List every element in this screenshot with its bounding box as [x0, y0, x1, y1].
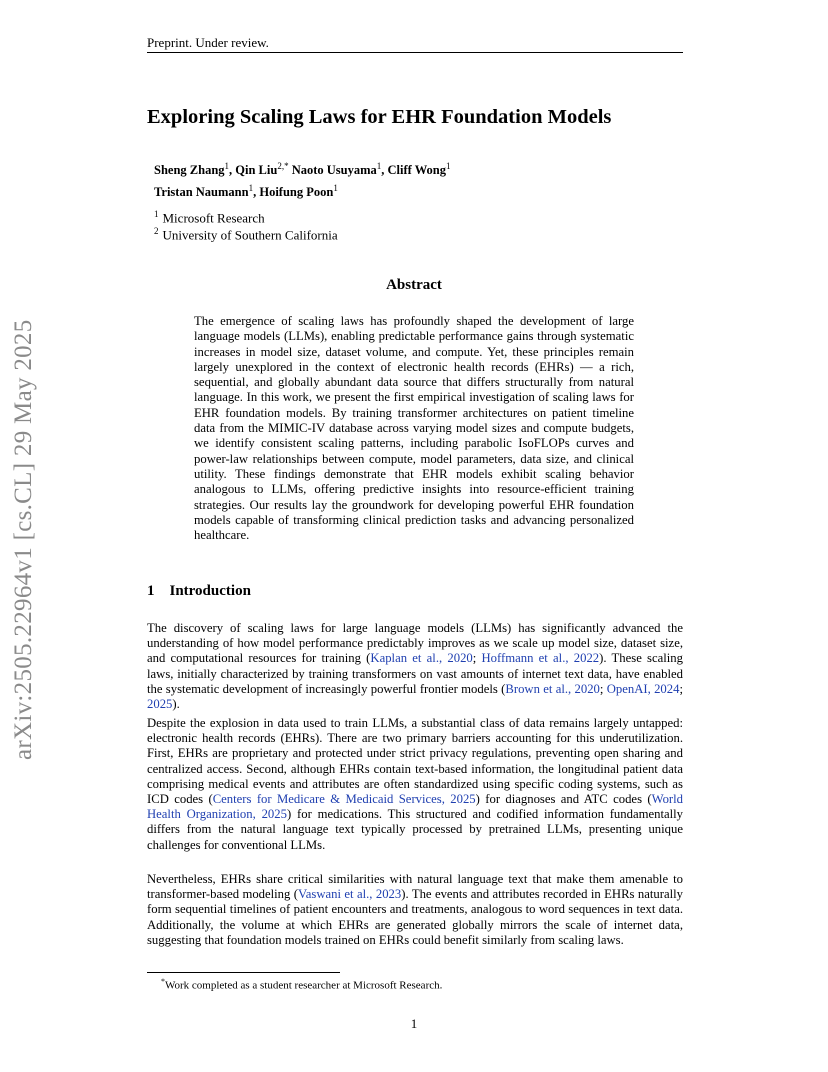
citation-link[interactable]: Hoffmann et al., 2022: [481, 651, 600, 666]
author-name: Naoto Usuyama: [291, 163, 377, 178]
paragraph-text: Nevertheless, EHRs share critical similarities with natural language text that make them amenable to transformer-based modeling (: [147, 872, 683, 902]
citation-link[interactable]: OpenAI, 2024: [606, 681, 680, 696]
affiliation-name: Microsoft Research: [162, 210, 265, 226]
header-rule: [147, 52, 683, 53]
citation-link[interactable]: 2025: [147, 697, 173, 712]
citation-link[interactable]: World Health Organization, 2025: [147, 792, 684, 822]
affiliation-number: 2: [154, 226, 159, 236]
footnote: [161, 977, 442, 992]
paper-title: Exploring Scaling Laws for EHR Foundation Models: [147, 106, 612, 128]
footnote-rule: [147, 972, 340, 973]
author-line-1: Sheng Zhang$^1$, Qin Liu$^{2,*}$ Naoto Usuyama$^1$, Cliff Wong$^1$: [154, 161, 451, 178]
author-name: Hoifung Poon: [259, 185, 334, 200]
intro-paragraph-1: [147, 621, 683, 712]
citation-link[interactable]: Brown et al., 2020: [505, 681, 600, 696]
paragraph-text: ) for diagnoses and ATC codes (: [475, 792, 652, 807]
citation-link[interactable]: Vaswani et al., 2023: [298, 887, 402, 902]
footnote-text: Work completed as a student researcher at Microsoft Research.: [165, 979, 443, 992]
author-list: [154, 157, 451, 201]
author-line-2: Tristan Naumann$^1$, Hoifung Poon$^1$: [154, 183, 338, 200]
affiliation-number: 1: [154, 209, 159, 219]
author-name: Sheng Zhang: [154, 163, 225, 178]
section-heading-introduction: [147, 583, 251, 600]
running-header: Preprint. Under review.: [147, 35, 269, 50]
paragraph-text: ).: [172, 697, 180, 712]
author-affil-mark: 1: [333, 183, 338, 194]
author-affil-mark: 1: [446, 161, 451, 171]
author-name: Cliff Wong: [387, 163, 446, 178]
author-name: Qin Liu: [235, 163, 278, 178]
paragraph-text: ). These scaling laws, initially characterized by training transformers on vast amounts of internet text data, have enabled the systematic development of increasingly powerful frontier models (: [147, 651, 683, 696]
paragraph-text: ). The events and attributes recorded in EHRs naturally form sequential timelines of patient encounters and treatments, analogous to word sequences in text data. Additionally, the volume at which EHRs are generated globally mirrors the scale of internet data, suggesting that foundation models trained on EHRs could benefit similarly from scaling laws.: [147, 887, 683, 947]
paragraph-text: The discovery of scaling laws for large language models (LLMs) has significantly advanced the understanding of how model performance predictably improves as we scale up model size, dataset size, and computational resources for training (: [147, 621, 683, 666]
affiliation-name: University of Southern California: [162, 227, 338, 243]
author-name: Tristan Naumann: [154, 185, 249, 200]
arxiv-side-stamp: arXiv:2505.22964v1 [cs.CL] 29 May 2025: [10, 319, 37, 760]
author-affil-mark: 2,*: [277, 161, 289, 171]
intro-paragraph-3: [147, 872, 683, 948]
citation-link[interactable]: Centers for Medicare & Medicaid Services, 2025: [212, 792, 476, 807]
author-affil-mark: 1: [376, 161, 382, 171]
intro-paragraph-2: [147, 716, 683, 853]
affiliation-2: [154, 223, 338, 243]
abstract-text: The emergence of scaling laws has profoundly shaped the development of large language models (LLMs), enabling predictable performance gains through systematic increases in model size, dataset volume, and compute. Yet, these principles remain largely unexplored in the context of electronic health records (EHRs) — a rich, sequential, and globally abundant data source that differs structurally from natural language. In this work, we present the first empirical investigation of scaling laws for EHR foundation models. By training transformer architectures on patient timeline data from the MIMIC-IV database across varying model sizes and compute budgets, we identify consistent scaling patterns, including parabolic IsoFLOPs curves and power-law relationships between compute, model parameters, data size, and clinical utility. These findings demonstrate that EHR models exhibit scaling behavior analogous to LLMs, offering predictive insights into resource-efficient training strategies. Our results lay the groundwork for developing powerful EHR foundation models capable of transforming clinical prediction tasks and advancing personalized healthcare.: [194, 314, 634, 543]
paragraph-text: Despite the explosion in data used to train LLMs, a substantial class of data remains largely untapped: electronic health records (EHRs). There are two primary barriers accounting for this underutilization. First, EHRs are proprietary and protected under strict privacy regulations, preventing open sharing and centralized access. Second, although EHRs contain text-based information, the longitudinal patient data comprising medical events and attributes are often standardized using specific coding systems, such as ICD codes (: [147, 716, 683, 807]
page-number: 1: [410, 1016, 418, 1031]
abstract-heading: Abstract: [386, 277, 442, 293]
paragraph-text: ;: [472, 651, 482, 666]
author-affil-mark: 1: [248, 183, 254, 194]
section-number: 1: [147, 583, 155, 599]
footnote-mark: *: [161, 977, 165, 986]
section-title: Introduction: [169, 583, 251, 599]
paragraph-text: ) for medications. This structured and codified information fundamentally differs from the natural language text typically processed by pretrained LLMs, presenting unique challenges for conventional LLMs.: [147, 807, 683, 852]
paragraph-text: ;: [599, 681, 607, 696]
paragraph-text: ;: [679, 681, 683, 696]
author-affil-mark: 1: [224, 161, 230, 171]
citation-link[interactable]: Kaplan et al., 2020: [370, 651, 473, 666]
